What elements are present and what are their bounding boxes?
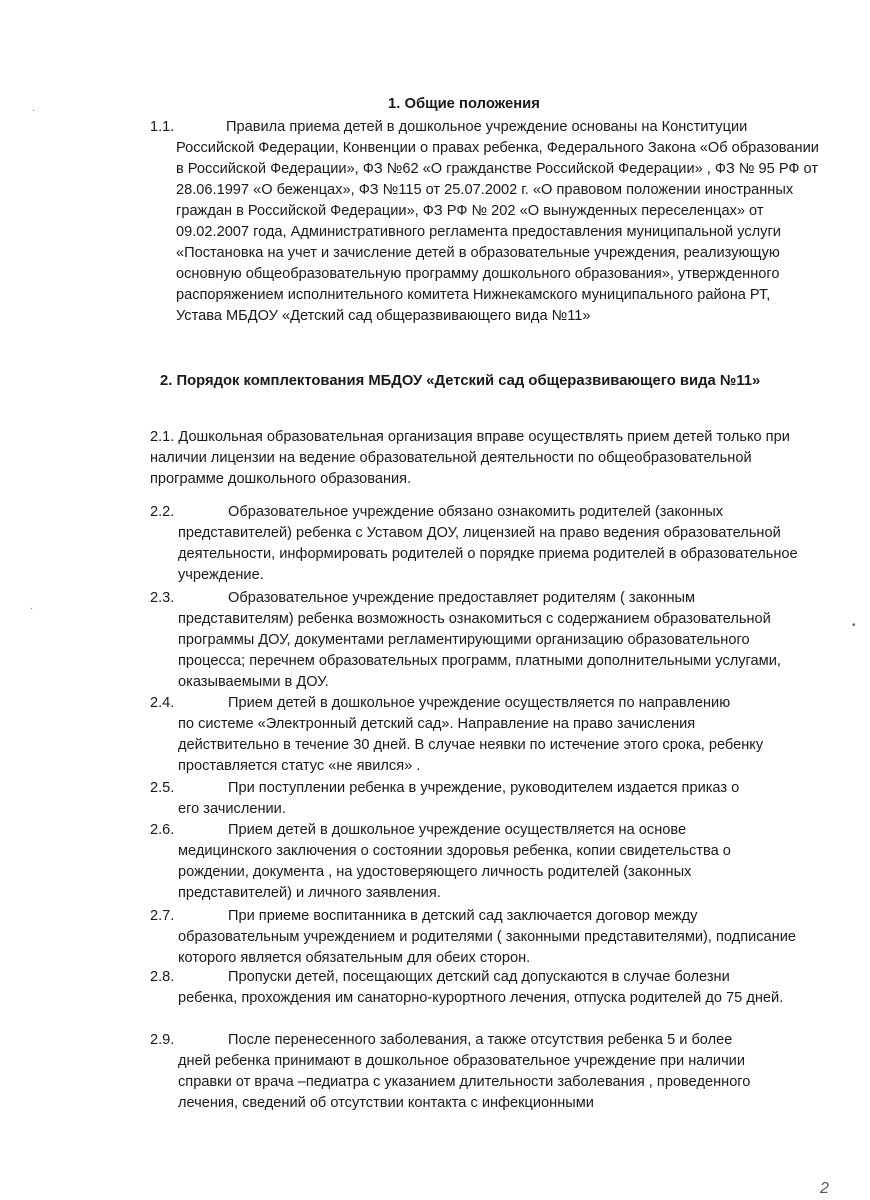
clause-first-line: Образовательное учреждение предоставляет родителям ( законным (228, 590, 696, 606)
page-number: 2 (820, 1180, 829, 1197)
clause-2-7 (150, 906, 800, 969)
clause-number: 2.8. (150, 969, 175, 985)
clause-text: образовательным учреждением и родителями ( законными представителями), подписание которого является обязательным для обеих сторон. (178, 929, 796, 966)
clause-text: ребенка, прохождения им санаторно-курортного лечения, отпуска родителей до 75 дней. (178, 990, 784, 1006)
clause-2-1: 2.1. Дошкольная образовательная организация вправе осуществлять прием детей только при наличии лицензии на ведение образовательной деятельности по общеобразовательной программе дошкольного образования. (150, 429, 790, 487)
clause-2-3 (150, 588, 800, 693)
clause-first-line: Прием детей в дошкольное учреждение осуществляется по направлению (228, 695, 731, 711)
clause-number: 2.6. (150, 822, 175, 838)
clause-number: 2.5. (150, 780, 175, 796)
clause-2-6 (150, 820, 800, 904)
clause-number: 2.4. (150, 695, 175, 711)
clause-first-line: Прием детей в дошкольное учреждение осуществляется на основе (228, 822, 687, 838)
clause-2-8 (150, 967, 800, 1009)
clause-text: представителям) ребенка возможность ознакомиться с содержанием образовательной программы ДОУ, документами регламентирующими организацию образовательного процесса; перечнем образовательных программ, платными дополнительными услугами, оказываемыми в ДОУ. (178, 611, 781, 690)
section1-heading: 1. Общие положения (388, 96, 540, 112)
clause-number: 1.1. (150, 119, 175, 135)
section2-heading: 2. Порядок комплектования МБДОУ «Детский сад общеразвивающего вида №11» (160, 373, 761, 389)
clause-text: дней ребенка принимают в дошкольное образовательное учреждение при наличии справки от врача –педиатра с указанием длительности заболевания , проведенного лечения, сведений об отсутствии контакта с инфекционными (178, 1053, 751, 1111)
clause-2-5 (150, 778, 800, 820)
clause-1-1 (150, 117, 820, 327)
scan-speck: • (852, 620, 856, 631)
clause-first-line: При приеме воспитанника в детский сад заключается договор между (228, 908, 698, 924)
clause-first-line: При поступлении ребенка в учреждение, руководителем издается приказ о (228, 780, 740, 796)
clause-text: медицинского заключения о состоянии здоровья ребенка, копии свидетельства о рождении, документа , на удостоверяющего личность родителей (законных представителей) и личного заявления. (178, 843, 731, 901)
clause-first-line: Пропуски детей, посещающих детский сад допускаются в случае болезни (228, 969, 730, 985)
scan-speck: · (30, 603, 34, 614)
clause-first-line: После перенесенного заболевания, а также отсутствия ребенка 5 и более (228, 1032, 733, 1048)
clause-first-line: Образовательное учреждение обязано ознакомить родителей (законных (228, 504, 724, 520)
clause-text: его зачислении. (178, 801, 286, 817)
clause-text: представителей) ребенка с Уставом ДОУ, лицензией на право ведения образовательной деятельности, информировать родителей о порядке приема родителей в образовательное учреждение. (178, 525, 798, 583)
clause-number: 2.7. (150, 908, 175, 924)
clause-2-9 (150, 1030, 800, 1114)
clause-number: 2.2. (150, 504, 175, 520)
scan-speck: · (32, 105, 36, 116)
clause-text: Российской Федерации, Конвенции о правах ребенка, Федерального Закона «Об образовании в Российской Федерации», ФЗ №62 «О гражданстве Российской Федерации» , ФЗ № 95 РФ от 28.06.1997 «О беженцах», ФЗ №115 от 25.07.2002 г. «О правовом положении иностранных граждан в Российской Федерации», ФЗ РФ № 202 «О вынужденных переселенцах» от 09.02.2007 года, Административного регламента предоставления муниципальной услуги «Постановка на учет и зачисление детей в образовательные учреждения, реализующую основную общеобразовательную программу дошкольного образования», утвержденного распоряжением исполнительного комитета Нижнекамского муниципального района РТ, Устава МБДОУ «Детский сад общеразвивающего вида №11» (176, 140, 819, 324)
clause-number: 2.3. (150, 590, 175, 606)
clause-2-2 (150, 502, 800, 586)
clause-first-line: Правила приема детей в дошкольное учреждение основаны на Конституции (226, 119, 748, 135)
clause-text: по системе «Электронный детский сад». Направление на право зачисления действительно в течение 30 дней. В случае неявки по истечение этого срока, ребенку проставляется статус «не явился» . (178, 716, 764, 774)
clause-2-4 (150, 693, 800, 777)
clause-number: 2.9. (150, 1032, 175, 1048)
